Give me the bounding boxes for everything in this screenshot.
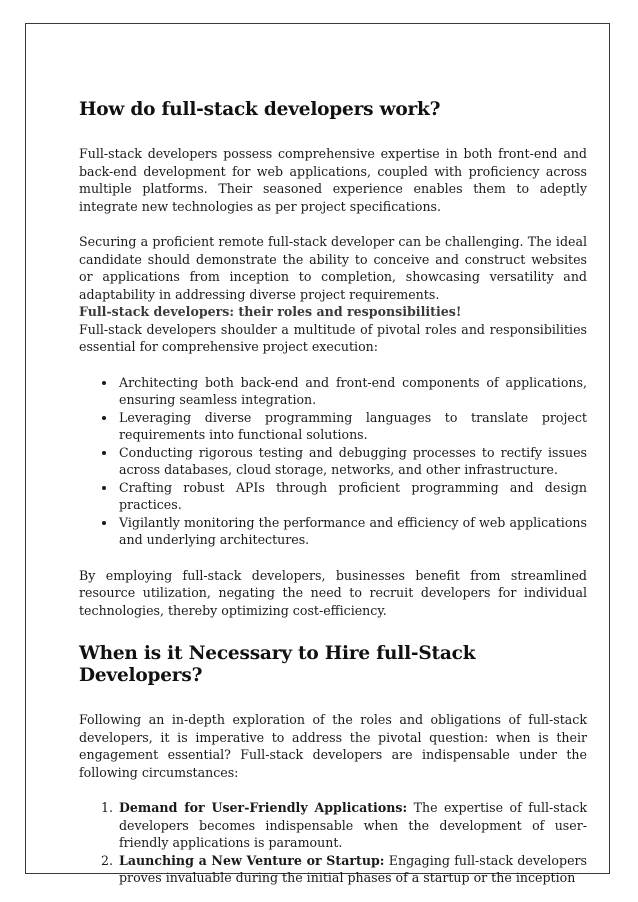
subheading-roles: Full-stack developers: their roles and responsibilities! — [79, 304, 462, 319]
paragraph-following: Following an in-depth exploration of the roles and obligations of full-stack developers, it is imperative to address the pivotal question: when is their engagement essential? Full-stack developers are indispensable under the following circumstances: — [79, 712, 587, 780]
responsibilities-list — [79, 374, 587, 549]
list-item: • Crafting robust APIs through proficient programming and design practices. — [117, 479, 587, 514]
list-item-term: Launching a New Venture or Startup: — [119, 852, 385, 868]
list-item: • Architecting both back-end and front-end components of applications, ensuring seamless integration. — [117, 374, 587, 409]
paragraph-benefits: By employing full-stack developers, businesses benefit from streamlined resource utilization, negating the need to recruit developers for individual technologies, thereby optimizing cost-efficiency. — [79, 567, 587, 618]
list-item — [117, 852, 587, 887]
heading-how-developers-work: How do full-stack developers work? — [79, 99, 441, 120]
list-item-text: Engaging full-stack developers proves invaluable during the initial phases of a startup or the inception — [119, 852, 588, 885]
list-item: • Vigilantly monitoring the performance and efficiency of web applications and underlying architectures. — [117, 514, 587, 549]
paragraph-expertise: Full-stack developers possess comprehensive expertise in both front-end and back-end development for web applications, coupled with proficiency across multiple platforms. Their seasoned experience enables them to adeptly integrate new technologies as per project specifications. — [79, 146, 587, 214]
heading-when-to-hire: When is it Necessary to Hire full-Stack Developers? — [79, 643, 476, 686]
paragraph-responsibilities: Full-stack developers shoulder a multitude of pivotal roles and responsibilities essential for comprehensive project execution: — [79, 321, 587, 354]
document-content — [79, 99, 587, 887]
circumstances-list — [79, 799, 587, 887]
list-item: • Leveraging diverse programming languages to translate project requirements into functional solutions. — [117, 409, 587, 444]
list-item-text: The expertise of full-stack developers becomes indispensable when the development of user-friendly applications is paramount. — [119, 800, 587, 850]
list-item — [117, 799, 587, 852]
document-page — [25, 23, 610, 885]
paragraph-securing: Securing a proficient remote full-stack developer can be challenging. The ideal candidate should demonstrate the ability to conceive and construct websites or applications from inception to completion, showcasing versatility and adaptability in addressing diverse project requirements. — [79, 234, 587, 302]
list-item: • Conducting rigorous testing and debugging processes to rectify issues across databases, cloud storage, networks, and other infrastructure. — [117, 444, 587, 479]
list-item-term: Demand for User-Friendly Applications: — [119, 800, 408, 815]
